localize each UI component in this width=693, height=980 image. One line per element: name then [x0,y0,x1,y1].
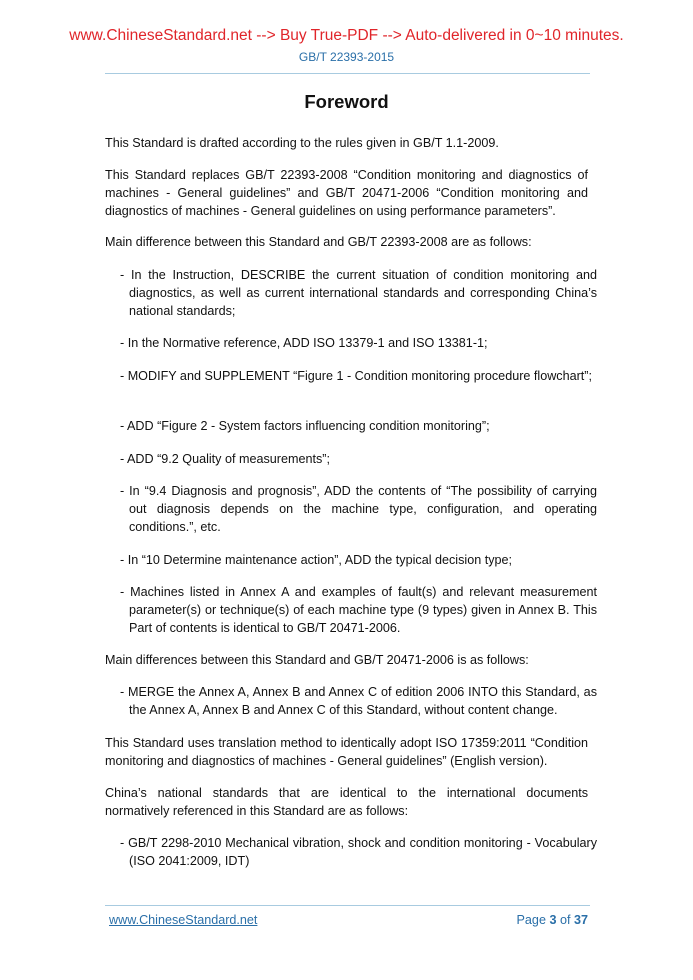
paragraph: Main difference between this Standard and GB/T 22393-2008 are as follows: [105,235,532,249]
list-item: - ADD “Figure 2 - System factors influencing condition monitoring”; [120,419,490,433]
list-item: - MODIFY and SUPPLEMENT “Figure 1 - Condition monitoring procedure flowchart”; [120,369,592,383]
paragraph: China’s national standards that are identical to the international documents normatively referenced in this Standard are as follows: [105,786,588,818]
document-code: GB/T 22393-2015 [298,50,395,64]
promo-banner[interactable]: www.ChineseStandard.net --> Buy True-PDF --> Auto-delivered in 0~10 minutes. [69,27,624,44]
page-of: of [559,913,571,927]
paragraph: This Standard is drafted according to the rules given in GB/T 1.1-2009. [105,136,499,150]
list-item: - In the Normative reference, ADD ISO 13379-1 and ISO 13381-1; [120,336,488,350]
list-item: - Machines listed in Annex A and examples of fault(s) and relevant measurement parameter(s) or technique(s) of each machine type (9 types) given in Annex B. This Part of contents is identical to GB/T 20471-2006. [120,585,597,635]
paragraph: This Standard replaces GB/T 22393-2008 “Condition monitoring and diagnostics of machines - General guidelines” and GB/T 20471-2006 “Condition monitoring and diagnostics of machines - General guidelines on using performance parameters”. [105,168,588,218]
list-item: - In “9.4 Diagnosis and prognosis”, ADD the contents of “The possibility of carrying out diagnosis depends on the machine type, configuration, and operating conditions.”, etc. [120,484,597,534]
footer-website-link[interactable]: www.ChineseStandard.net [109,913,258,927]
list-item: - In the Instruction, DESCRIBE the current situation of condition monitoring and diagnostics, as well as current international standards and corresponding China’s national standards; [120,268,597,318]
header-divider [105,73,590,74]
page-total: 37 [573,913,588,927]
list-item: - MERGE the Annex A, Annex B and Annex C of edition 2006 INTO this Standard, as the Annex A, Annex B and Annex C of this Standard, without content change. [120,685,597,717]
list-item: - In “10 Determine maintenance action”, ADD the typical decision type; [120,553,512,567]
page-label: Page [516,913,546,927]
paragraph: This Standard uses translation method to identically adopt ISO 17359:2011 “Condition monitoring and diagnostics of machines - General guidelines” (English version). [105,736,588,768]
paragraph: Main differences between this Standard and GB/T 20471-2006 is as follows: [105,653,529,667]
page-current: 3 [549,913,557,927]
page-title: Foreword [304,91,389,112]
list-item: - GB/T 2298-2010 Mechanical vibration, shock and condition monitoring - Vocabulary (ISO 2041:2009, IDT) [120,836,597,868]
footer-divider [105,905,590,906]
list-item: - ADD “9.2 Quality of measurements”; [120,452,330,466]
page-number [517,913,588,927]
